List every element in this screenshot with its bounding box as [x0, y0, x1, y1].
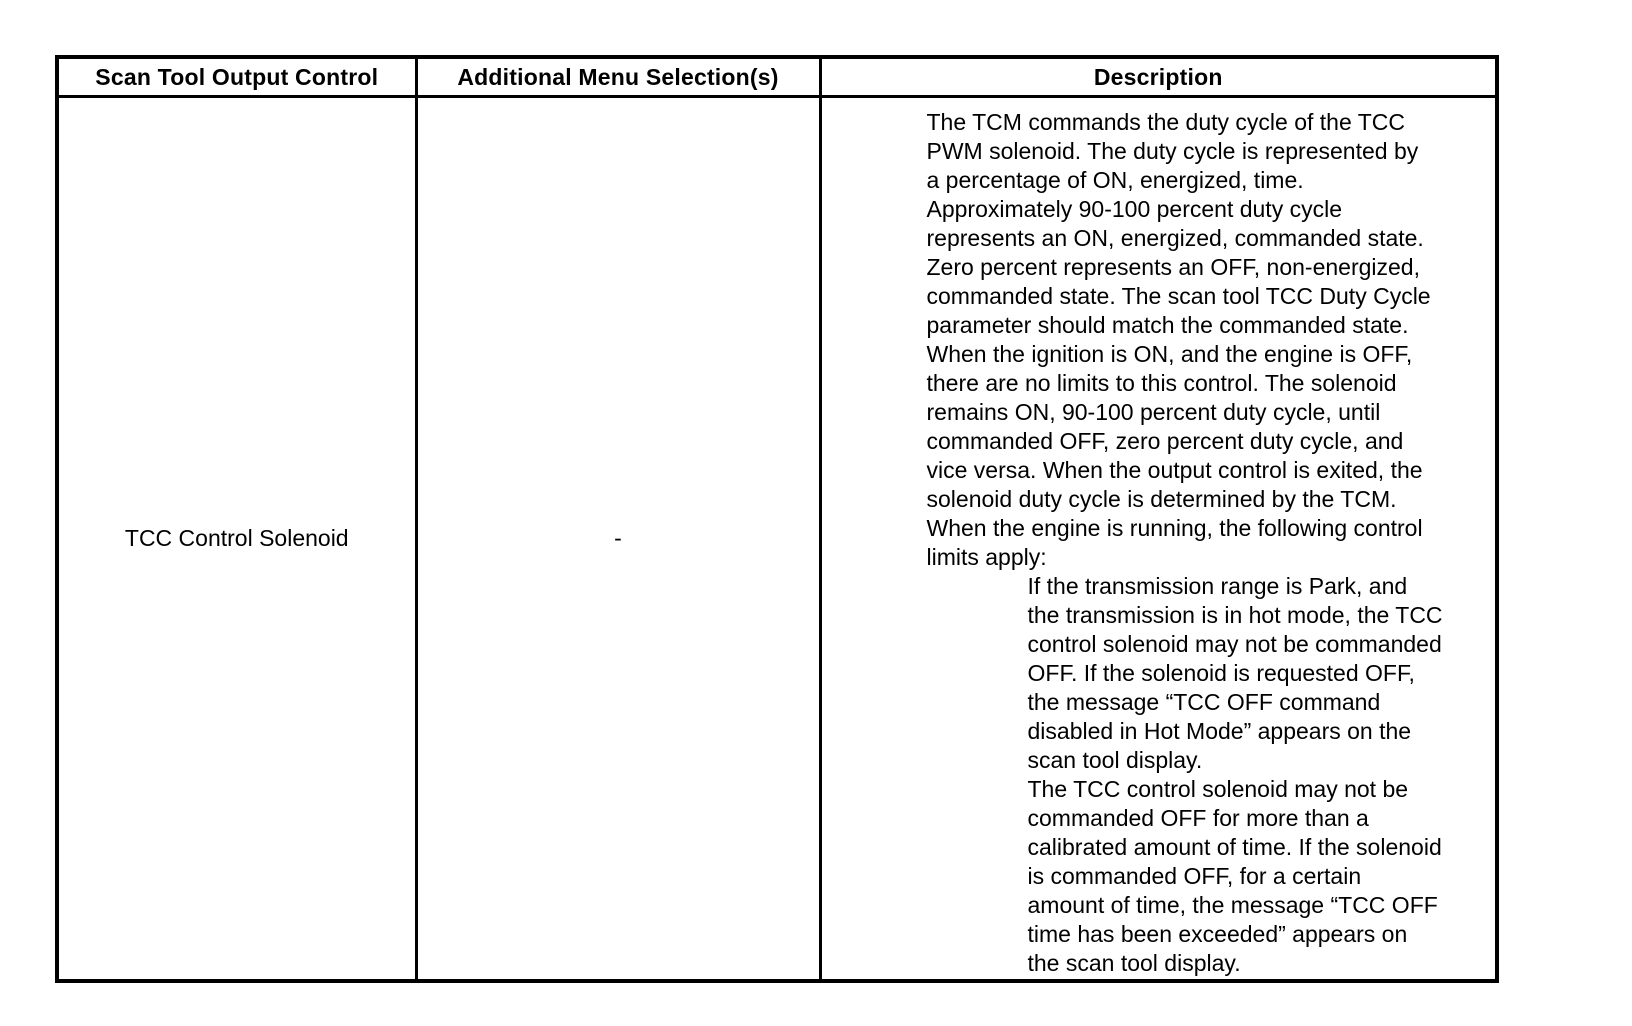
- control-limits-list: [1028, 572, 1487, 978]
- description-line: solenoid duty cycle is determined by the TCM.: [926, 486, 1397, 512]
- limit-line: scan tool display.: [1027, 747, 1203, 773]
- description-text: [927, 108, 1487, 978]
- limit-line: disabled in Hot Mode” appears on the: [1027, 718, 1412, 744]
- limit-line: OFF. If the solenoid is requested OFF,: [1027, 660, 1415, 686]
- limit-line: the transmission is in hot mode, the TCC: [1027, 602, 1443, 628]
- description-line: PWM solenoid. The duty cycle is represented by: [926, 138, 1419, 164]
- description-line: Zero percent represents an OFF, non-energized,: [926, 254, 1420, 280]
- description-line: remains ON, 90-100 percent duty cycle, until: [926, 399, 1381, 425]
- description-line: When the ignition is ON, and the engine is OFF,: [926, 341, 1413, 367]
- limit-line: control solenoid may not be commanded: [1027, 631, 1442, 657]
- limit-line: the scan tool display.: [1027, 950, 1241, 976]
- limit-line: time has been exceeded” appears on: [1027, 921, 1408, 947]
- description-line: a percentage of ON, energized, time.: [926, 167, 1304, 193]
- description-line: commanded OFF, zero percent duty cycle, and: [926, 428, 1404, 454]
- description-line: vice versa. When the output control is exited, the: [926, 457, 1423, 483]
- limit-line: calibrated amount of time. If the solenoid: [1027, 834, 1442, 860]
- limit-line: is commanded OFF, for a certain: [1027, 863, 1362, 889]
- header-additional-menu-selections: Additional Menu Selection(s): [416, 57, 820, 97]
- header-description: Description: [820, 57, 1497, 97]
- header-scan-tool-output-control: Scan Tool Output Control: [57, 57, 416, 97]
- table-row: [57, 97, 1497, 982]
- limit-line: If the transmission range is Park, and: [1027, 573, 1408, 599]
- description-line: there are no limits to this control. The solenoid: [926, 370, 1397, 396]
- table-header-row: [57, 57, 1497, 97]
- description-line: represents an ON, energized, commanded state.: [926, 225, 1424, 251]
- description-line: limits apply:: [926, 544, 1047, 570]
- description-line: commanded state. The scan tool TCC Duty Cycle: [926, 283, 1431, 309]
- description-line: When the engine is running, the following control: [926, 515, 1423, 541]
- cell-description: [820, 97, 1497, 982]
- cell-output-control: TCC Control Solenoid: [57, 97, 416, 982]
- description-line: The TCM commands the duty cycle of the TCC: [926, 109, 1405, 135]
- description-line: parameter should match the commanded state.: [926, 312, 1409, 338]
- limit-line: the message “TCC OFF command: [1027, 689, 1381, 715]
- description-line: Approximately 90-100 percent duty cycle: [926, 196, 1342, 222]
- cell-menu-selection: -: [416, 97, 820, 982]
- output-control-table: [55, 55, 1499, 983]
- limit-line: commanded OFF for more than a: [1027, 805, 1369, 831]
- limit-line: amount of time, the message “TCC OFF: [1027, 892, 1438, 918]
- limit-line: The TCC control solenoid may not be: [1027, 776, 1409, 802]
